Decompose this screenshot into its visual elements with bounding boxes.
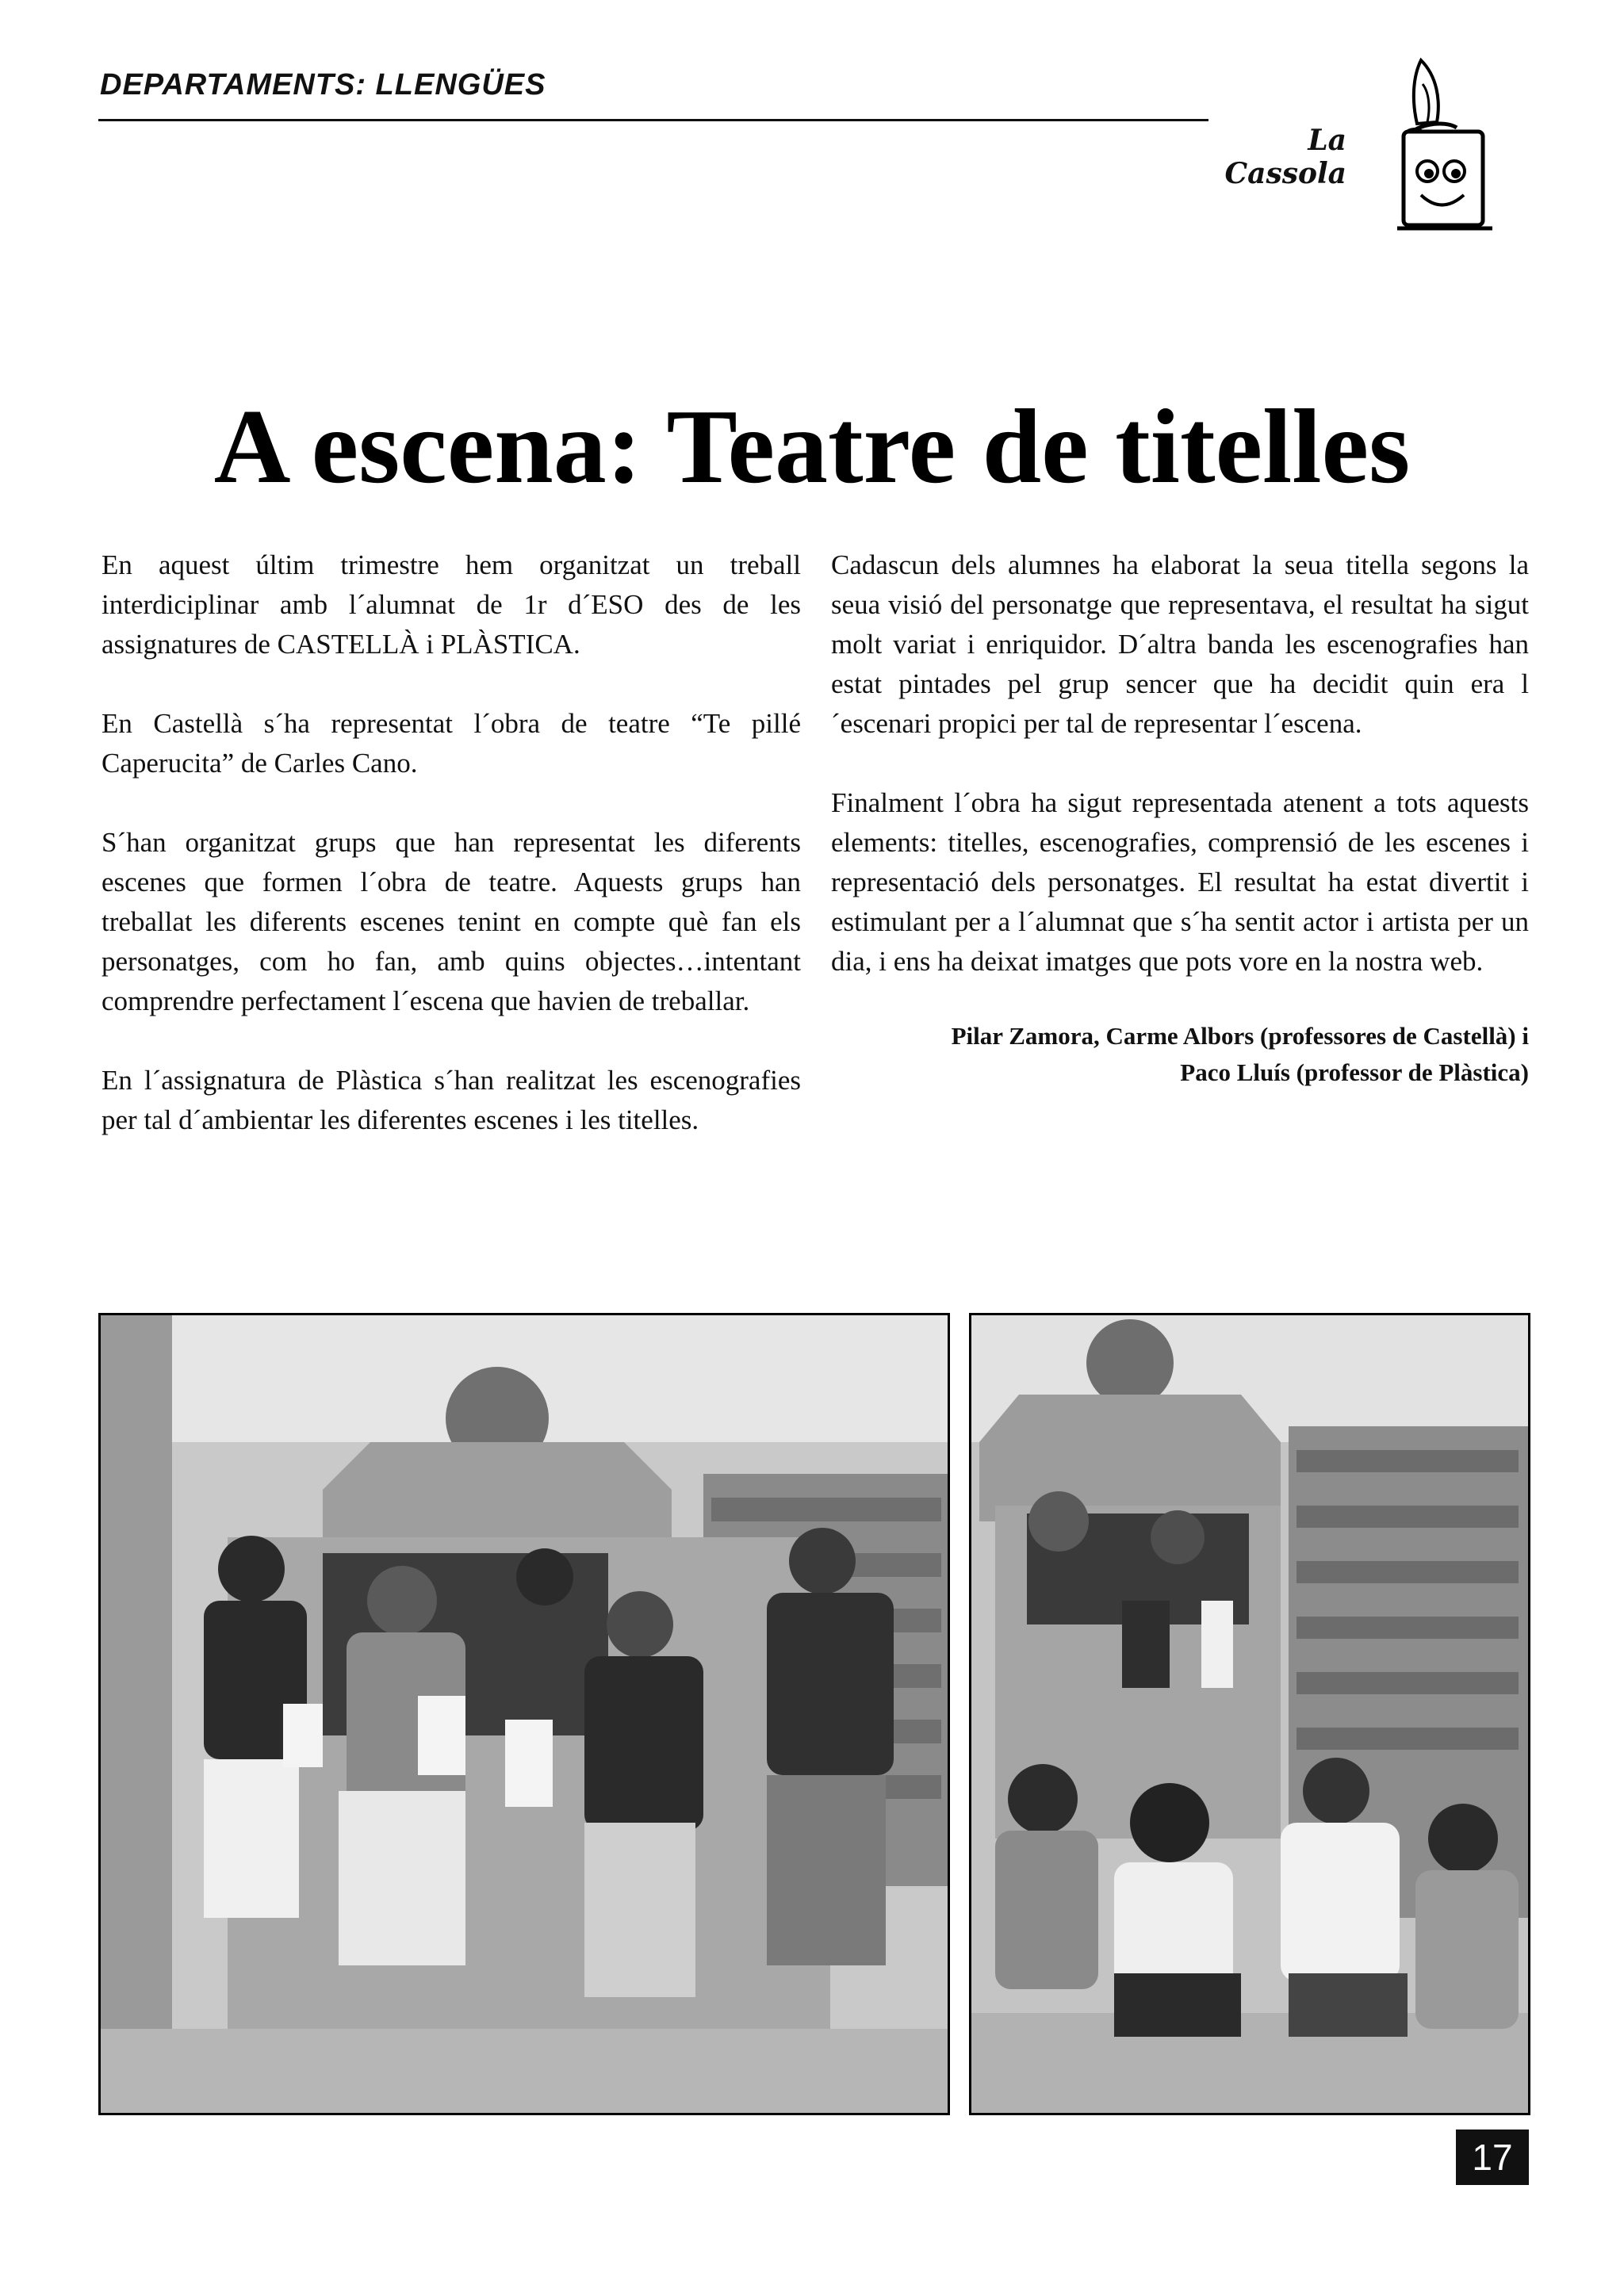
paragraph: En Castellà s´ha representat l´obra de teatre “Te pillé Caperucita” de Carles Cano. — [102, 708, 801, 779]
photo-students-with-theatre — [969, 1313, 1530, 2115]
paragraph: Cadascun dels alumnes ha elaborat la seua titella segons la seua visió del personatge que representava, el resultat ha sigut molt variat i enriquidor. D´altra banda les escenografies han estat pintades pel grup sencer que ha decidit quin era l´escenari propici per tal de representar l´escena. — [831, 549, 1529, 739]
article-column-right — [831, 545, 1529, 1091]
article-credits — [831, 1018, 1529, 1091]
header-rule — [98, 119, 1208, 121]
mascot-logo-icon — [1381, 52, 1500, 243]
credits-line: Pilar Zamora, Carme Albors (professores de Castellà) i — [951, 1022, 1529, 1050]
photo-students-with-puppets — [98, 1313, 950, 2115]
magazine-name: La Cassola — [1224, 124, 1346, 190]
paragraph: En aquest últim trimestre hem organitzat un treball interdiciplinar amb l´alumnat de 1r d´ESO des de les assignatures de CASTELLÀ i PLÀSTICA. — [102, 549, 801, 660]
paragraph: Finalment l´obra ha sigut representada atenent a tots aquests elements: titelles, escenografies, comprensió de les escenes i representació dels personatges. El resultat ha estat divertit i estimulant per a l´alumnat que s´ha sentit actor i artista per un dia, i ens ha deixat imatges que pots vore en la nostra web. — [831, 787, 1529, 977]
page-number: 17 — [1456, 2130, 1529, 2185]
article-headline: A escena: Teatre de titelles — [213, 388, 1411, 505]
section-title: DEPARTAMENTS: LLENGÜES — [100, 68, 546, 101]
paragraph: S´han organitzat grups que han representat les diferents escenes que formen l´obra de teatre. Aquests grups han treballat les diferents escenes tenint en compte què fan els personatges, com ho fan, amb quins objectes…intentant comprendre perfectament l´escena que havien de treballar. — [102, 827, 801, 1016]
credits-line: Paco Lluís (professor de Plàstica) — [1180, 1058, 1529, 1086]
paragraph: En l´assignatura de Plàstica s´han realitzat les escenografies per tal d´ambientar les diferentes escenes i les titelles. — [102, 1065, 801, 1135]
article-column-left — [102, 545, 801, 1180]
